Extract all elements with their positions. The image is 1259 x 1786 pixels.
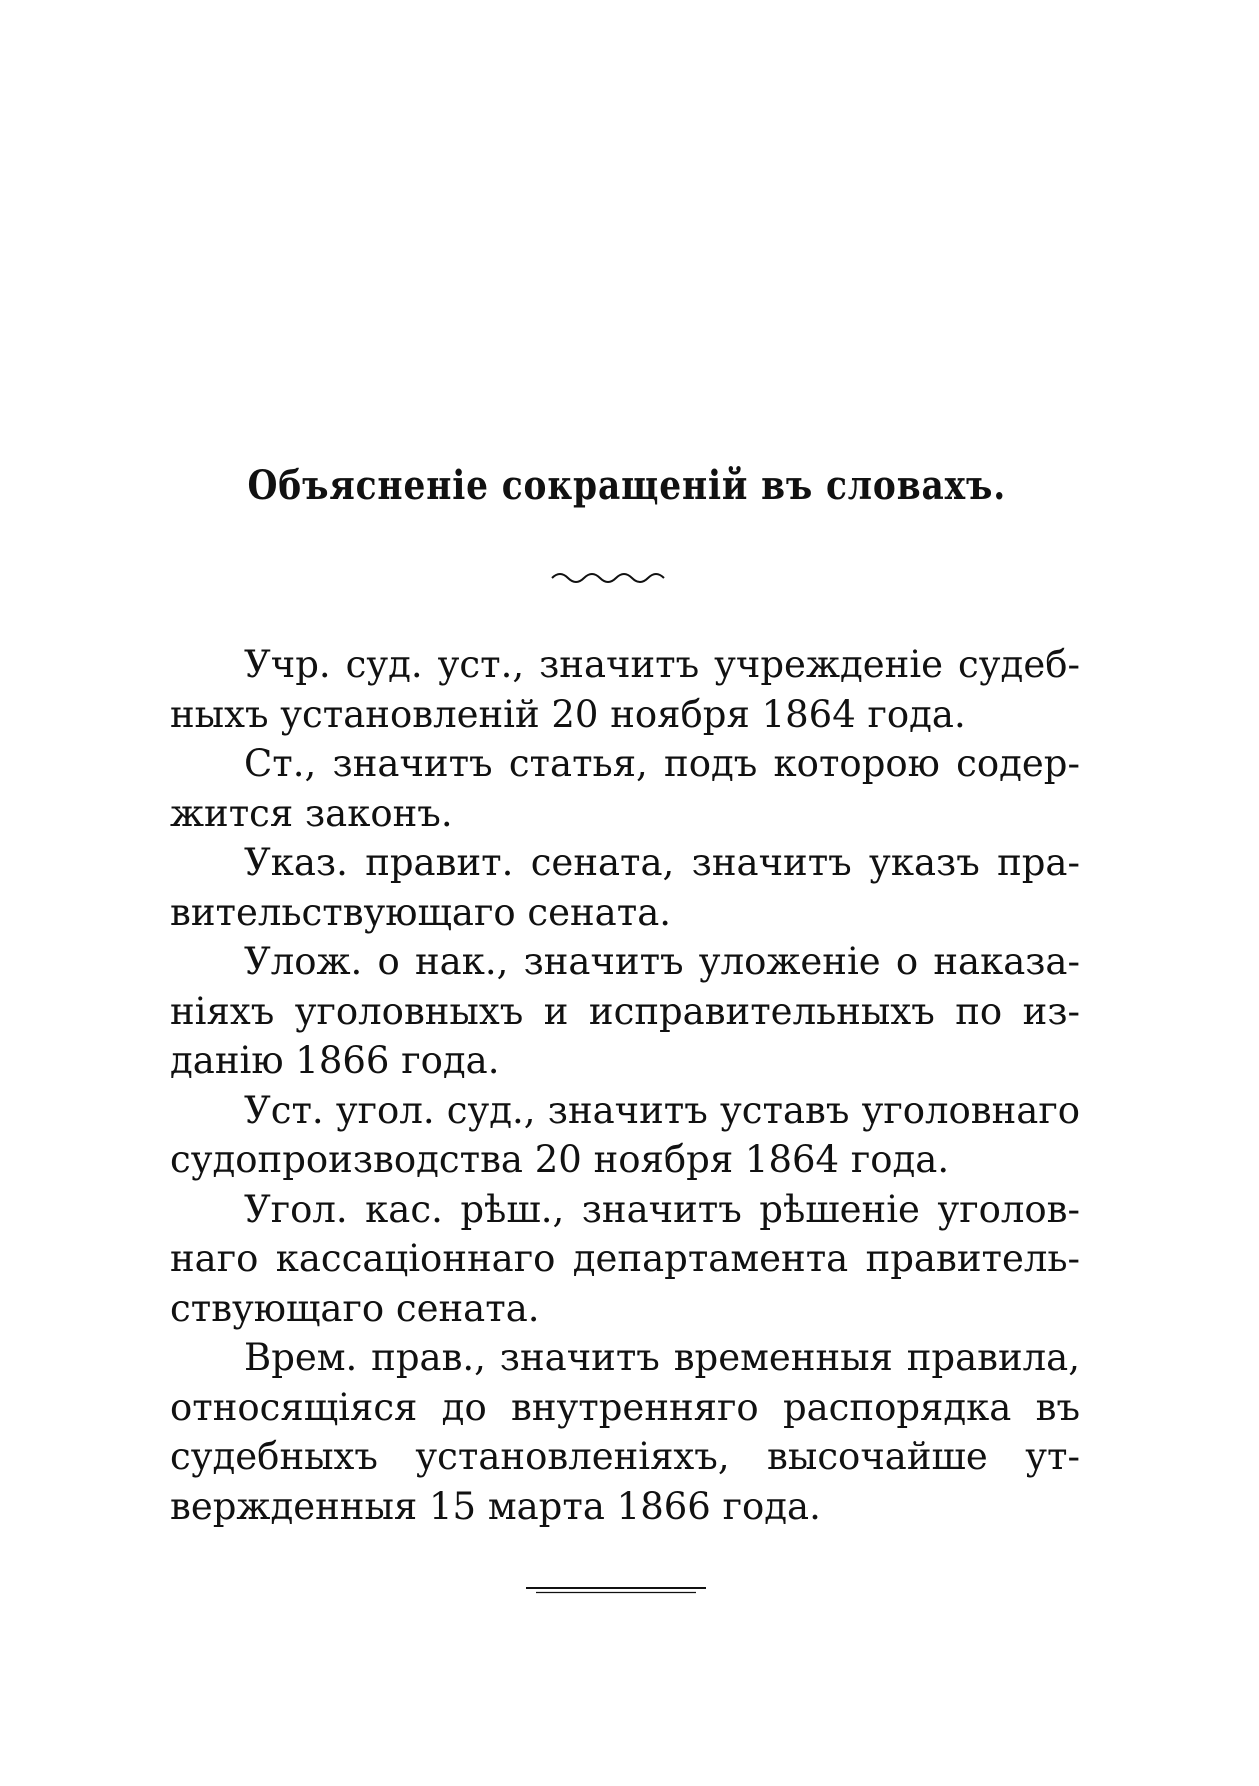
entry-line: Указ. правит. сената, значитъ указъ пра- bbox=[244, 841, 1080, 884]
entry-line: Учр. суд. уст., значитъ учрежденіе судеб- bbox=[244, 643, 1080, 686]
entry-line: Уст. угол. суд., значитъ уставъ уголовнаго bbox=[244, 1088, 1080, 1132]
entry-line: ствующаго сената. bbox=[170, 1286, 540, 1330]
entry-line: Угол. кас. рѣш., значитъ рѣшеніе уголов- bbox=[244, 1187, 1080, 1231]
entry-line: данію 1866 года. bbox=[170, 1039, 500, 1082]
entry-line: вержденныя 15 марта 1866 года. bbox=[170, 1484, 821, 1528]
entry-line: судопроизводства 20 ноября 1864 года. bbox=[170, 1138, 950, 1181]
entry-line: жится законъ. bbox=[170, 791, 453, 835]
abbreviation-list bbox=[170, 640, 1080, 1531]
entry-line: судебныхъ установленіяхъ, высочайше ут- bbox=[170, 1435, 1080, 1478]
page-heading: Объясненіе сокращеній въ словахъ. bbox=[247, 462, 1007, 509]
entry-line: ніяхъ уголовныхъ и исправительныхъ по из- bbox=[170, 989, 1080, 1033]
entry-line: относящіяся до внутренняго распорядка въ bbox=[170, 1385, 1080, 1429]
entry-line: наго кассаціоннаго департамента правитель- bbox=[170, 1237, 1080, 1280]
entry-line: вительствующаго сената. bbox=[170, 890, 672, 934]
entry-line: ныхъ установленій 20 ноября 1864 года. bbox=[170, 692, 966, 736]
entry-line: Врем. прав., значитъ временныя правила, bbox=[244, 1336, 1080, 1379]
decorative-wave-ornament bbox=[550, 566, 670, 586]
entry-line: Улож. о нак., значитъ уложеніе о наказа- bbox=[244, 940, 1080, 983]
entry-line: Ст., значитъ статья, подъ которою содер- bbox=[244, 742, 1080, 785]
closing-double-rule bbox=[526, 1586, 706, 1594]
